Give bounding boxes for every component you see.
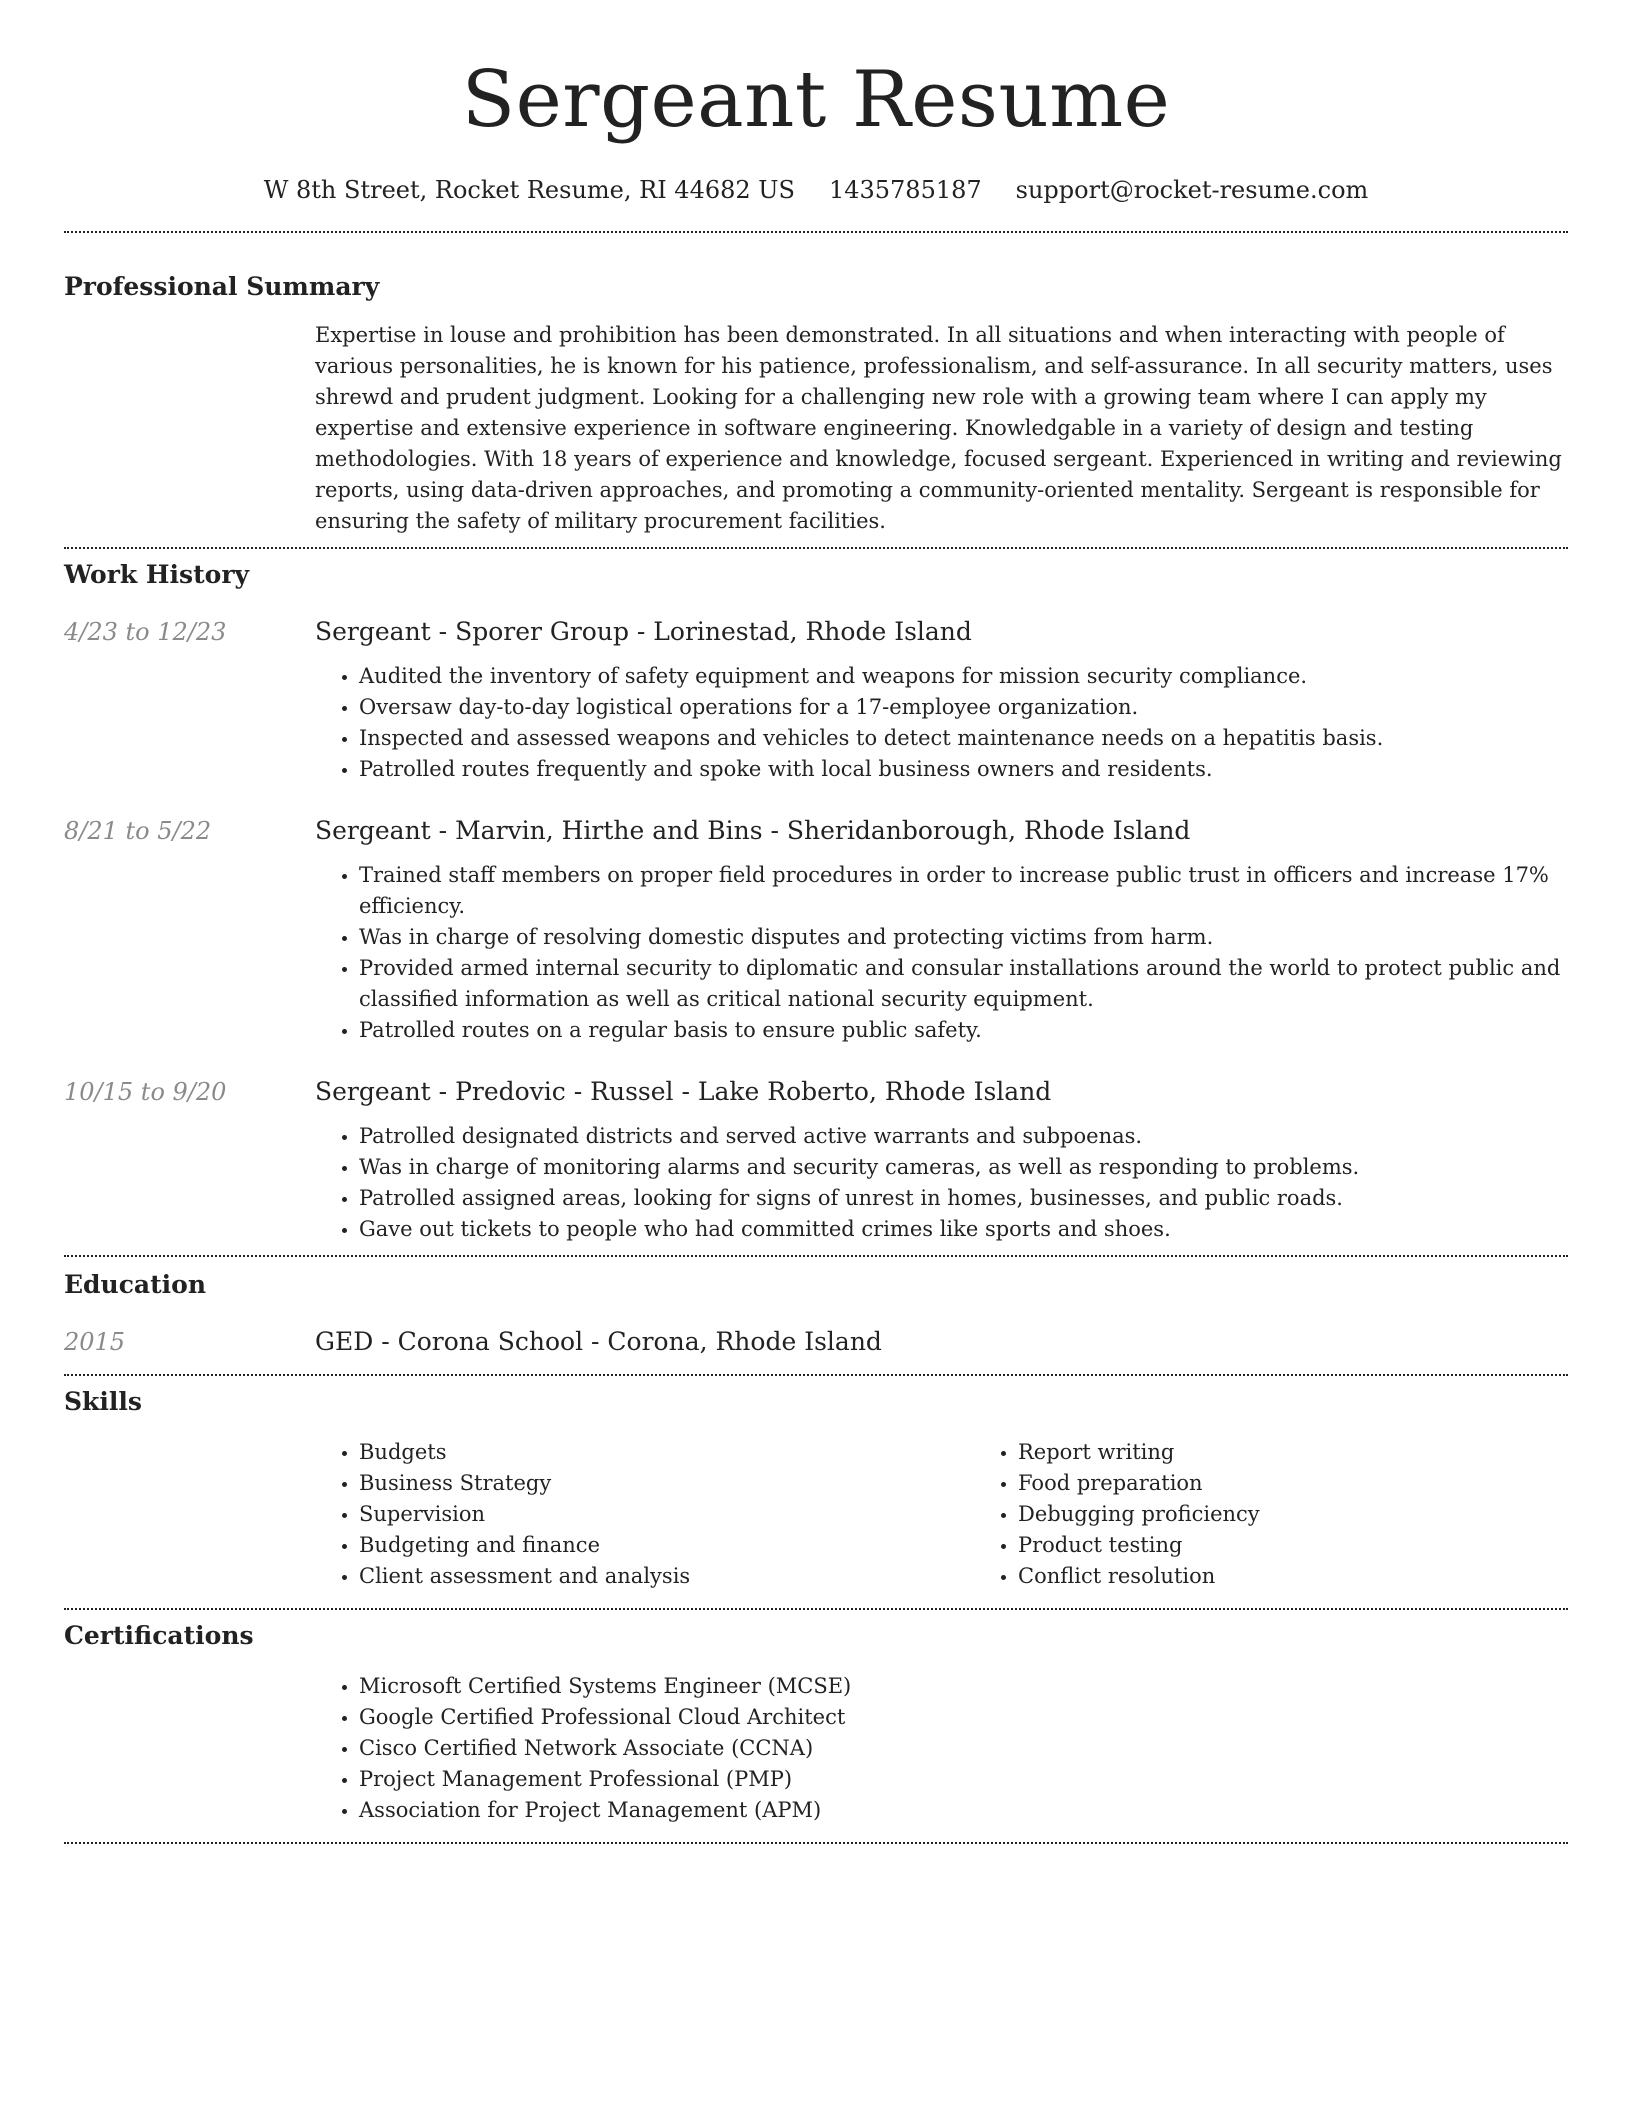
job-entry (64, 814, 1568, 1046)
education-section (64, 1257, 1568, 1359)
contact-line (64, 174, 1568, 206)
resume-page (64, 0, 1568, 1844)
job-bullets (315, 1121, 1568, 1245)
job-dates: 10/15 to 9/20 (64, 1078, 227, 1106)
skill-item: • Budgets (359, 1437, 974, 1468)
skills-section (64, 1376, 1568, 1592)
skills-list-left (315, 1437, 974, 1592)
skill-item: • Supervision (359, 1499, 974, 1530)
certification-item: • Microsoft Certified Systems Engineer (MCSE) (359, 1671, 1568, 1702)
section-title-skills: Skills (64, 1387, 142, 1416)
list-item: • Patrolled routes on a regular basis to ensure public safety. (359, 1015, 1568, 1046)
job-entry (64, 1075, 1568, 1245)
job-title: Sergeant - Sporer Group - Lorinestad, Rhode Island (315, 617, 972, 646)
contact-phone: 1435785187 (828, 176, 982, 204)
education-year: 2015 (64, 1328, 126, 1356)
list-item: • Trained staff members on proper field procedures in order to increase public trust in officers and increase 17% efficiency. (359, 860, 1568, 922)
skill-item: • Client assessment and analysis (359, 1561, 974, 1592)
job-bullets (315, 661, 1568, 785)
section-title-work: Work History (64, 560, 250, 589)
list-item: • Patrolled routes frequently and spoke with local business owners and residents. (359, 754, 1568, 785)
resume-header (64, 0, 1568, 206)
section-title-education: Education (64, 1270, 207, 1299)
skills-list-right (974, 1437, 1632, 1592)
contact-address: W 8th Street, Rocket Resume, RI 44682 US (263, 176, 795, 204)
skill-item: • Budgeting and finance (359, 1530, 974, 1561)
list-item: • Inspected and assessed weapons and vehicles to detect maintenance needs on a hepatitis basis. (359, 723, 1568, 754)
work-history-section (64, 549, 1568, 1245)
job-entry (64, 615, 1568, 785)
list-item: • Patrolled assigned areas, looking for signs of unrest in homes, businesses, and public roads. (359, 1183, 1568, 1214)
certification-item: • Project Management Professional (PMP) (359, 1764, 1568, 1795)
job-dates: 4/23 to 12/23 (64, 618, 227, 646)
skill-item: • Product testing (1018, 1530, 1632, 1561)
skill-item: • Food preparation (1018, 1468, 1632, 1499)
skill-item: • Debugging proficiency (1018, 1499, 1632, 1530)
summary-section (64, 233, 1568, 537)
job-bullets (315, 860, 1568, 1046)
section-title-summary: Professional Summary (64, 272, 380, 301)
job-dates: 8/21 to 5/22 (64, 817, 212, 845)
skill-item: • Business Strategy (359, 1468, 974, 1499)
skill-item: • Report writing (1018, 1437, 1632, 1468)
certifications-list (315, 1671, 1568, 1826)
candidate-name: Sergeant Resume (461, 55, 1171, 145)
list-item: • Was in charge of resolving domestic disputes and protecting victims from harm. (359, 922, 1568, 953)
list-item: • Provided armed internal security to diplomatic and consular installations around the world to protect public and classified information as well as critical national security equipment. (359, 953, 1568, 1015)
skill-item: • Conflict resolution (1018, 1561, 1632, 1592)
certifications-section (64, 1610, 1568, 1826)
list-item: • Oversaw day-to-day logistical operations for a 17-employee organization. (359, 692, 1568, 723)
section-divider (64, 1842, 1568, 1844)
contact-email: support@rocket-resume.com (1015, 176, 1369, 204)
job-title: Sergeant - Predovic - Russel - Lake Roberto, Rhode Island (315, 1077, 1052, 1106)
certification-item: • Cisco Certified Network Associate (CCNA) (359, 1733, 1568, 1764)
list-item: • Was in charge of monitoring alarms and security cameras, as well as responding to problems. (359, 1152, 1568, 1183)
list-item: • Patrolled designated districts and served active warrants and subpoenas. (359, 1121, 1568, 1152)
section-title-certifications: Certifications (64, 1621, 254, 1650)
summary-text: Expertise in louse and prohibition has been demonstrated. In all situations and when interacting with people of various personalities, he is known for his patience, professionalism, and self-assurance. In all security matters, uses shrewd and prudent judgment. Looking for a challenging new role with a growing team where I can apply my expertise and extensive experience in software engineering. Knowledgable in a variety of design and testing methodologies. With 18 years of experience and knowledge, focused sergeant. Experienced in writing and reviewing reports, using data-driven approaches, and promoting a community-oriented mentality. Sergeant is responsible for ensuring the safety of military procurement facilities. (315, 323, 1562, 533)
education-degree: GED - Corona School - Corona, Rhode Island (315, 1327, 882, 1356)
job-title: Sergeant - Marvin, Hirthe and Bins - Sheridanborough, Rhode Island (315, 816, 1191, 845)
list-item: • Gave out tickets to people who had committed crimes like sports and shoes. (359, 1214, 1568, 1245)
certification-item: • Google Certified Professional Cloud Architect (359, 1702, 1568, 1733)
list-item: • Audited the inventory of safety equipment and weapons for mission security compliance. (359, 661, 1568, 692)
certification-item: • Association for Project Management (APM) (359, 1795, 1568, 1826)
